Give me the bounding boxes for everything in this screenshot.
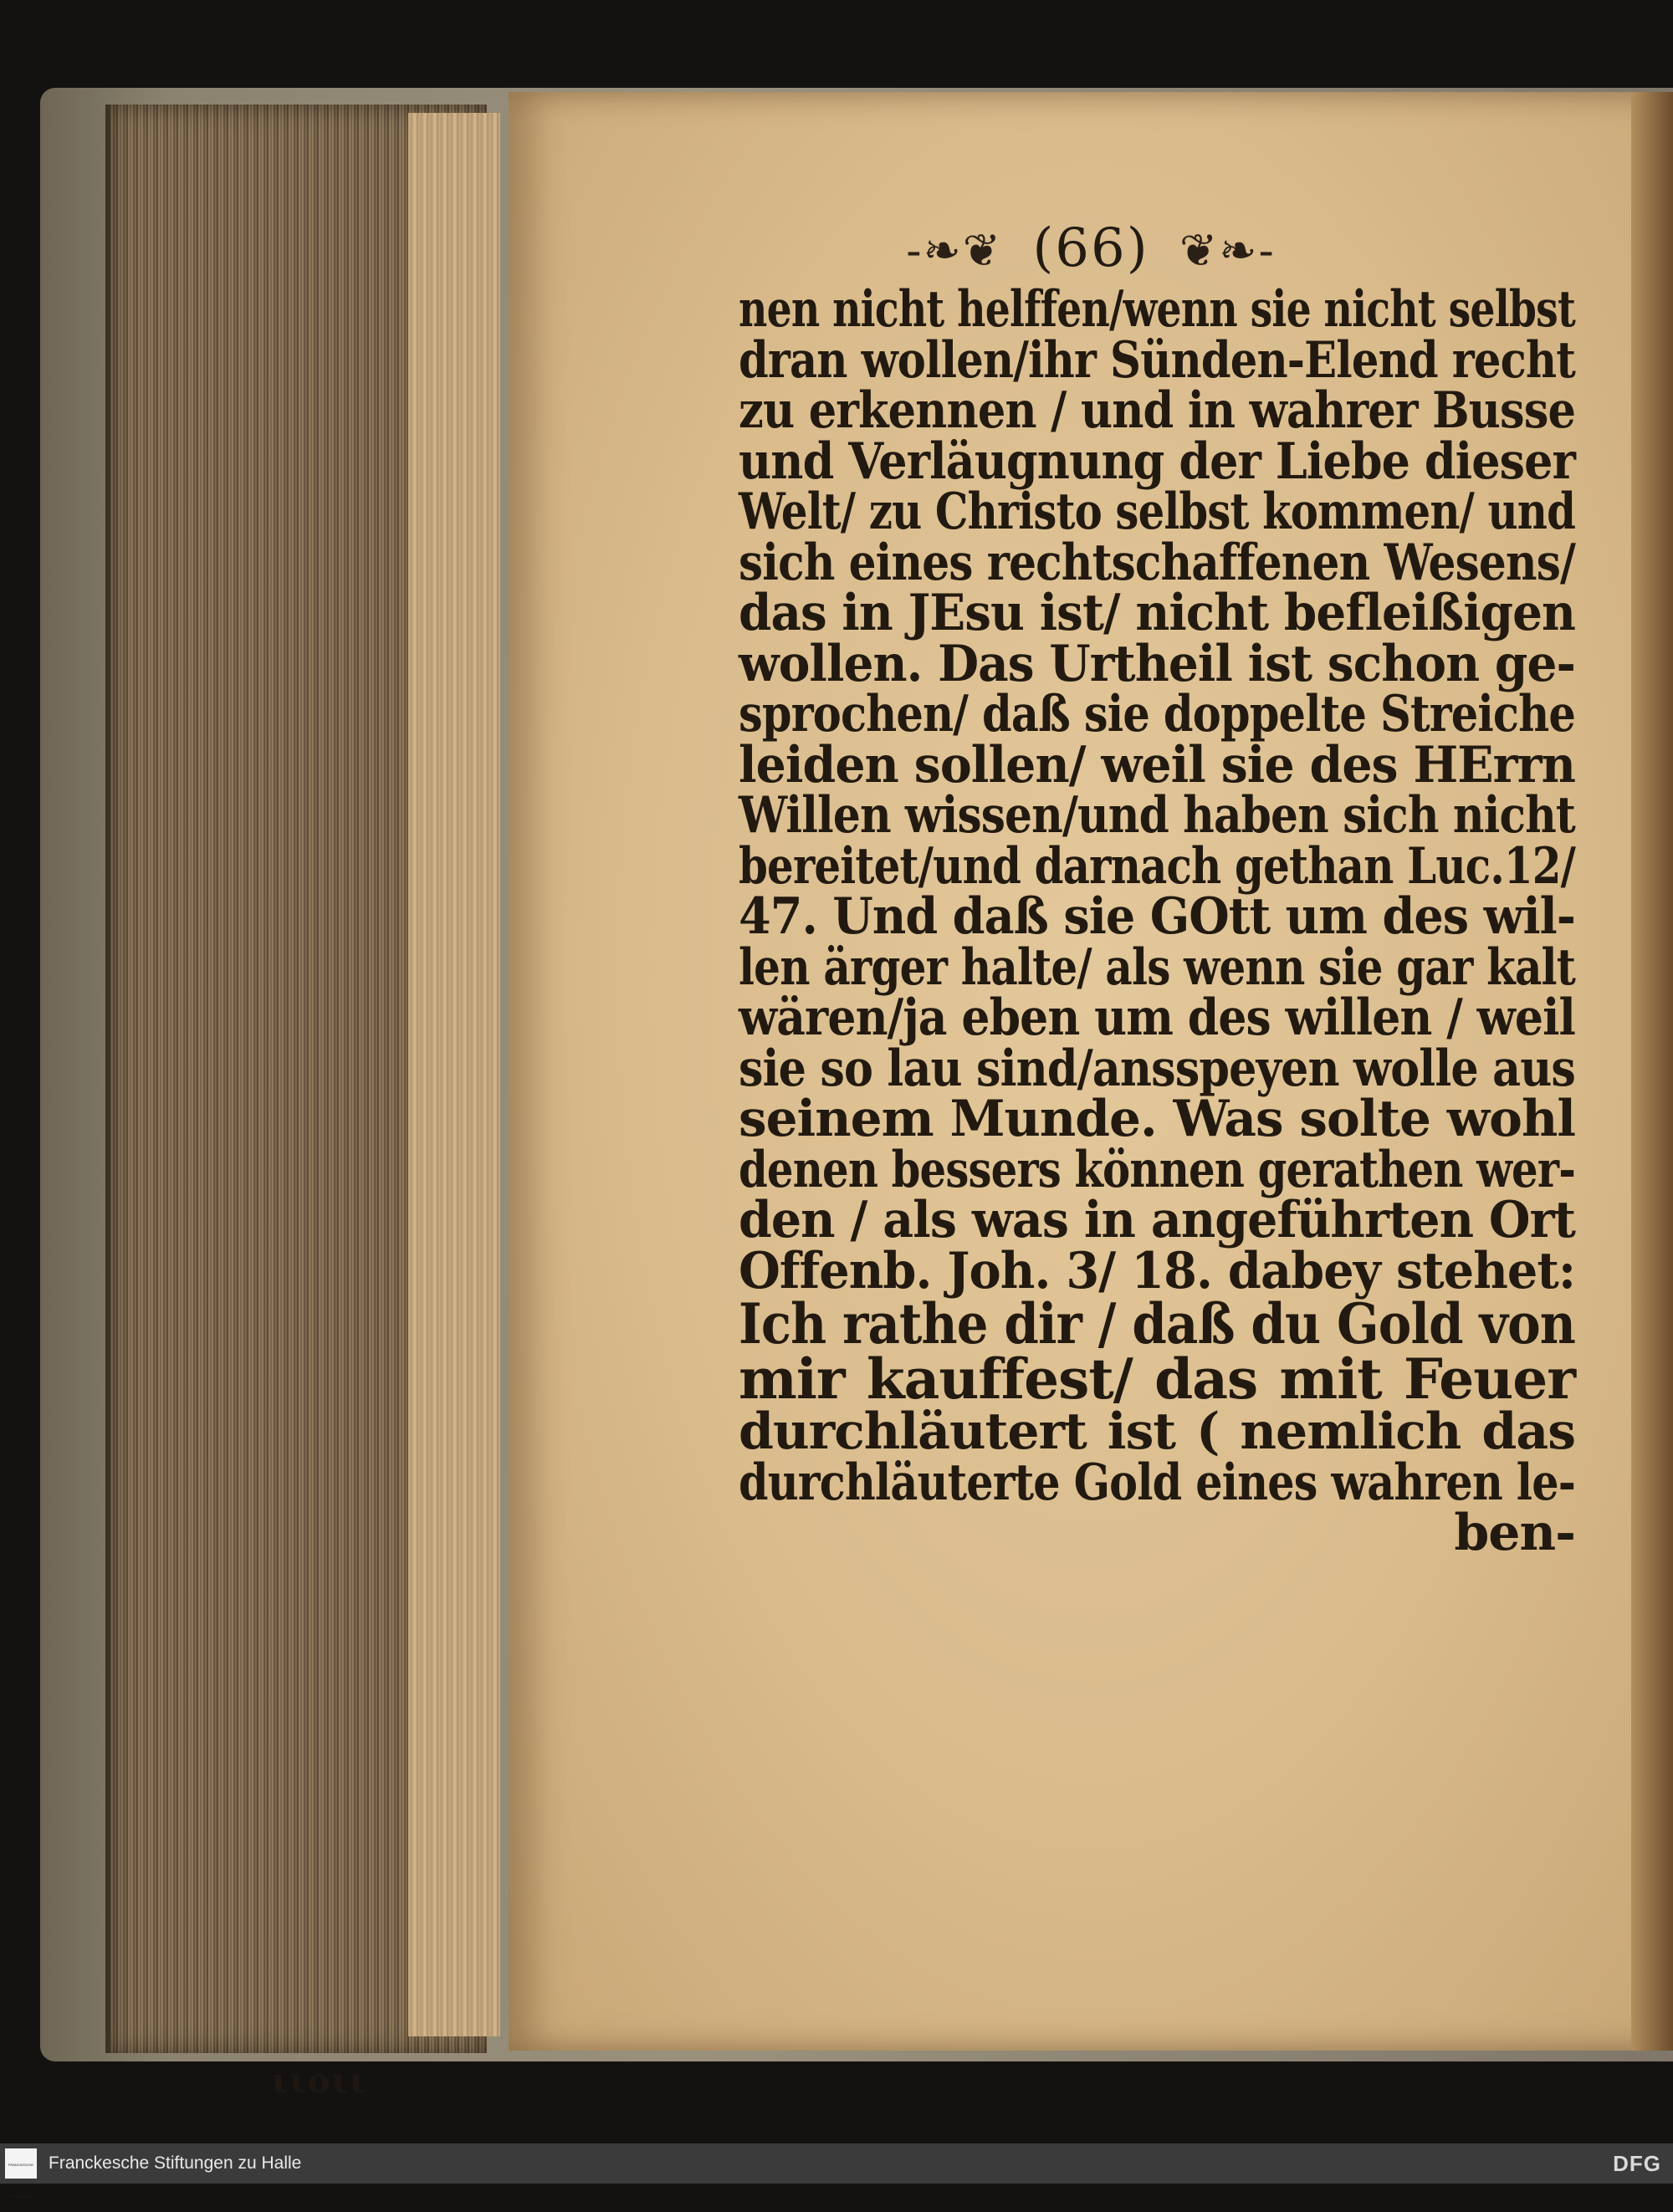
text-line: leiden sollen/ weil sie des HErrn [739, 735, 1575, 794]
text-line: zu erkennen / und in wahrer Busse [739, 381, 1575, 440]
ornament-left-icon: -❧❦ [906, 224, 1002, 277]
ornament-right-icon: ❦❧- [1179, 224, 1276, 277]
text-line: bereitet/und darnach gethan Luc.12/ [739, 836, 1575, 896]
text-line: nen nicht helffen/wenn sie nicht selbst [739, 280, 1575, 339]
text-line: dran wollen/ihr Sünden-Elend recht [739, 330, 1575, 390]
dfg-logo: DFG [1613, 2151, 1661, 2176]
text-line: denen bessers können gerathen wer- [739, 1140, 1575, 1199]
text-line: den / als was in angeführten Ort [739, 1191, 1575, 1249]
text-line: und Verläugnung der Liebe dieser [739, 432, 1575, 491]
text-line: Offenb. Joh. 3/ 18. dabey stehet: [739, 1241, 1575, 1300]
page-header [509, 217, 1673, 279]
text-line: seinem Munde. Was solte wohl [739, 1090, 1575, 1148]
institution-logo [5, 2148, 37, 2199]
logo-text: FRANCKESCHE STIFTUNGEN [8, 2163, 34, 2199]
book [40, 79, 1673, 2074]
text-line: sich eines rechtschaffenen Wesens/ [739, 533, 1575, 592]
text-line: sprochen/ daß sie doppelte Streiche [739, 685, 1575, 743]
page-gutter [1631, 92, 1673, 2051]
page-text [739, 280, 1575, 1562]
bleed-through-text: ιιοιι [272, 2061, 368, 2101]
text-line-emphasis: Ich rathe dir / daß du Gold von [739, 1291, 1575, 1356]
catchword: ben- [1454, 1504, 1575, 1562]
text-line: Welt/ zu Christo selbst kommen/ und [739, 483, 1575, 541]
page-edges-inner [408, 113, 500, 2036]
text-line: durchläuterte Gold eines wahren le- [739, 1453, 1575, 1512]
page-number: (66) [1032, 217, 1149, 279]
text-line-emphasis: mir kauffest/ das mit Feuer [739, 1346, 1575, 1412]
text-line: sie so lau sind/ansspeyen wolle aus [739, 1039, 1575, 1098]
text-line: wären/ja eben um des willen / weil [739, 989, 1575, 1047]
text-line: Willen wissen/und haben sich nicht [739, 786, 1575, 845]
institution-name: Franckesche Stiftungen zu Halle [49, 2153, 302, 2173]
text-line: das in JEsu ist/ nicht befleißigen [739, 584, 1575, 642]
text-line: durchläutert ist ( nemlich das [739, 1402, 1575, 1461]
text-line: len ärger halte/ als wenn sie gar kalt [739, 937, 1575, 997]
text-line: 47. Und daß sie GOtt um des wil- [739, 887, 1575, 946]
text-line: wollen. Das Urtheil ist schon ge- [739, 634, 1575, 693]
footer-bar [0, 2143, 1673, 2199]
book-page [509, 92, 1673, 2051]
